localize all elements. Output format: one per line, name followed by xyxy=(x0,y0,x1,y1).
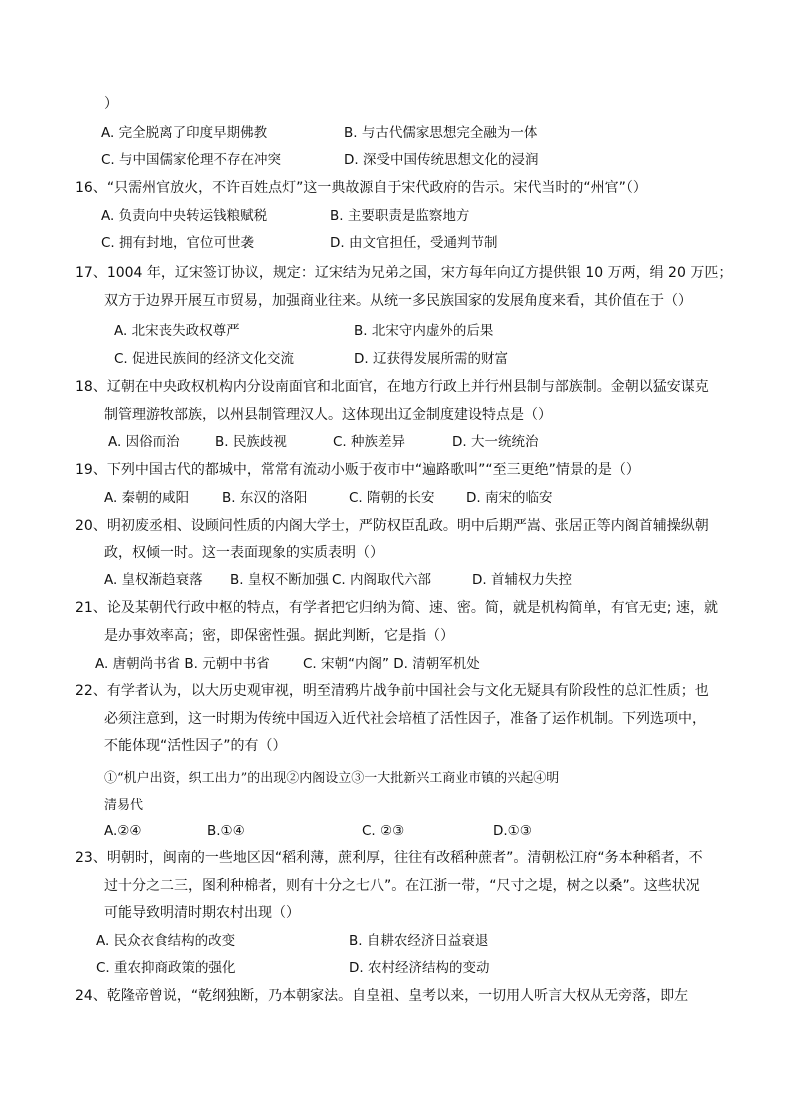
q21-stem-line-2: 是办事效率高；密，即保密性强。据此判断，它是指（） xyxy=(104,628,454,644)
q23-option-b: B. 自耕农经济日益衰退 xyxy=(349,933,489,949)
q18-option-d: D. 大一统统治 xyxy=(452,434,539,450)
q20-option-b: B. 皇权不断加强 xyxy=(230,572,329,588)
q15-stem-end: ） xyxy=(104,96,118,112)
q16-stem: 16、“只需州官放火，不许百姓点灯”这一典故源自于宋代政府的告示。宋代当时的“州官”（） xyxy=(75,180,647,196)
q22-stem-line-2: 必须注意到，这一时期为传统中国迈入近代社会培植了活性因子，准备了运作机制。下列选项中， xyxy=(104,711,706,727)
q15-option-d: D. 深受中国传统思想文化的浸润 xyxy=(344,152,539,168)
q18-stem-line-1: 18、辽朝在中央政权机构内分设南面官和北面官，在地方行政上并行州县制与部族制。金朝以猛安谋克 xyxy=(75,379,709,395)
q21-options-ab: A. 唐朝尚书省 B. 元朝中书省 xyxy=(95,656,270,672)
q15-option-a: A. 完全脱离了印度早期佛教 xyxy=(101,125,268,141)
q16-option-b: B. 主要职责是监察地方 xyxy=(330,208,470,224)
q15-option-c: C. 与中国儒家伦理不存在冲突 xyxy=(101,152,282,168)
q23-option-a: A. 民众衣食结构的改变 xyxy=(96,933,236,949)
q22-option-d: D.①③ xyxy=(493,823,532,839)
q17-option-c: C. 促进民族间的经济文化交流 xyxy=(114,351,295,367)
q23-option-c: C. 重农抑商政策的强化 xyxy=(96,960,236,976)
q17-stem-line-1: 17、1004 年，辽宋签订协议，规定：辽宋结为兄弟之国，宋方每年向辽方提供银 10 万两，绢 20 万匹； xyxy=(75,265,733,281)
q15-option-b: B. 与古代儒家思想完全融为一体 xyxy=(344,125,538,141)
q21-options-cd: C. 宋朝“内阁” D. 清朝军机处 xyxy=(303,656,480,672)
q23-option-d: D. 农村经济结构的变动 xyxy=(349,960,490,976)
q17-stem-line-2: 双方于边界开展互市贸易，加强商业往来。从统一多民族国家的发展角度来看，其价值在于（） xyxy=(104,293,692,309)
q23-stem-line-3: 可能导致明清时期农村出现（） xyxy=(104,905,300,921)
q20-option-a: A. 皇权渐趋衰落 xyxy=(104,572,203,588)
q20-stem-line-2: 政，权倾一时。这一表面现象的实质表明（） xyxy=(104,545,384,561)
q24-stem-line-1: 24、乾隆帝曾说，“乾纲独断，乃本朝家法。自皇祖、皇考以来，一切用人听言大权从无旁落，即左 xyxy=(75,988,689,1004)
q16-option-c: C. 拥有封地，官位可世袭 xyxy=(101,235,255,251)
q19-option-d: D. 南宋的临安 xyxy=(466,490,553,506)
q23-stem-line-1: 23、明朝时，闽南的一些地区因“稻利薄，蔗利厚，往往有改稻种蔗者”。清朝松江府“务本种稻者，不 xyxy=(75,850,703,866)
q17-option-b: B. 北宋守内虚外的后果 xyxy=(354,323,494,339)
q22-items-line-2: 清易代 xyxy=(104,798,144,813)
q18-option-c: C. 种族差异 xyxy=(333,434,406,450)
q22-option-a: A.②④ xyxy=(104,823,142,839)
q20-option-c: C. 内阁取代六部 xyxy=(332,572,432,588)
q18-option-b: B. 民族歧视 xyxy=(215,434,287,450)
q16-option-d: D. 由文官担任，受通判节制 xyxy=(330,235,498,251)
q16-option-a: A. 负责向中央转运钱粮赋税 xyxy=(101,208,268,224)
q18-stem-line-2: 制管理游牧部族，以州县制管理汉人。这体现出辽金制度建设特点是（） xyxy=(104,407,552,423)
q19-option-a: A. 秦朝的咸阳 xyxy=(104,490,190,506)
q22-stem-line-3: 不能体现“活性因子”的有（） xyxy=(104,738,287,754)
q20-option-d: D. 首辅权力失控 xyxy=(472,572,572,588)
q21-stem-line-1: 21、论及某朝代行政中枢的特点，有学者把它归纳为简、速、密。简，就是机构简单，有官无吏; 速，就 xyxy=(75,600,718,616)
q22-items-line-1: ①“机户出资，织工出力”的出现②内阁设立③一大批新兴工商业市镇的兴起④明 xyxy=(104,771,560,786)
q19-stem: 19、下列中国古代的都城中，常常有流动小贩于夜市中“遍路歌叫”“至三更绝”情景的是（） xyxy=(75,462,640,478)
q20-stem-line-1: 20、明初废丞相、设顾问性质的内阁大学士，严防权臣乱政。明中后期严嵩、张居正等内阁首辅操纵朝 xyxy=(75,518,709,534)
q22-stem-line-1: 22、有学者认为，以大历史观审视，明至清鸦片战争前中国社会与文化无疑具有阶段性的总汇性质；也 xyxy=(75,683,709,699)
q17-option-d: D. 辽获得发展所需的财富 xyxy=(354,351,508,367)
q19-option-c: C. 隋朝的长安 xyxy=(349,490,435,506)
q18-option-a: A. 因俗而治 xyxy=(108,434,180,450)
q23-stem-line-2: 过十分之二三，图利种棉者，则有十分之七八”。在江浙一带，“尺寸之堤，树之以桑”。这些状况 xyxy=(104,878,700,894)
q22-option-b: B.①④ xyxy=(207,823,245,839)
q22-option-c: C. ②③ xyxy=(362,823,405,839)
q17-option-a: A. 北宋丧失政权尊严 xyxy=(114,323,240,339)
q19-option-b: B. 东汉的洛阳 xyxy=(222,490,308,506)
